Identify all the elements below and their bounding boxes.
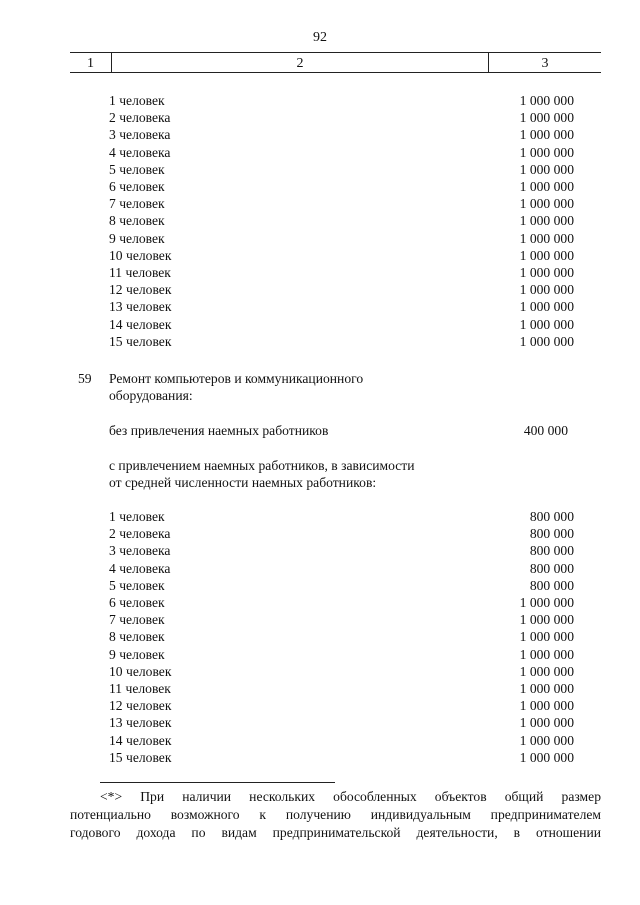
row-value: 1 000 000 <box>519 161 574 177</box>
table-row <box>0 264 640 281</box>
table-row <box>0 144 640 161</box>
row-value: 1 000 000 <box>519 196 574 212</box>
row-value: 1 000 000 <box>519 698 574 714</box>
table-row <box>0 594 640 611</box>
table-row <box>0 680 640 697</box>
table-row <box>0 92 640 109</box>
table-row <box>0 195 640 212</box>
row-value: 1 000 000 <box>519 663 574 679</box>
row-value: 1 000 000 <box>519 213 574 229</box>
row-label: 14 человек <box>109 316 172 332</box>
row-label: 15 человек <box>109 749 172 765</box>
section-title-line2: оборудования: <box>109 388 193 403</box>
row-label: 9 человек <box>109 646 165 662</box>
hired-desc-line2: от средней численности наемных работников: <box>109 475 377 490</box>
row-value: 1 000 000 <box>519 93 574 108</box>
row-label: 6 человек <box>109 179 165 194</box>
row-label: 5 человек <box>109 577 165 593</box>
table-row <box>0 525 640 542</box>
table-row <box>0 178 640 195</box>
row-value: 1 000 000 <box>519 646 574 662</box>
table-row <box>0 560 640 577</box>
table-row <box>0 316 640 333</box>
row-label: 7 человек <box>109 196 165 212</box>
row-value: 1 000 000 <box>519 110 574 126</box>
row-label: 13 человек <box>109 715 172 731</box>
row-label: 4 человека <box>109 560 171 576</box>
row-value: 800 000 <box>529 509 574 524</box>
footnote-line1: <*> При наличии нескольких обособленных объектов общий размер <box>100 789 601 804</box>
row-label: 8 человек <box>109 213 165 229</box>
row-value: 1 000 000 <box>519 230 574 246</box>
row-label: 14 человек <box>109 732 172 748</box>
row-label: 11 человек <box>109 681 171 696</box>
footnote-line3: годового дохода по видам предпринимательской деятельности, в отношении <box>70 825 601 840</box>
section-number: 59 <box>78 371 92 386</box>
row-label: 7 человек <box>109 612 165 628</box>
row-label: 3 человека <box>109 543 171 559</box>
row-value: 1 000 000 <box>519 681 574 696</box>
row-value: 1 000 000 <box>519 247 574 263</box>
section-title-line1: Ремонт компьютеров и коммуникационного <box>109 371 364 386</box>
row-value: 1 000 000 <box>519 629 574 645</box>
table-row <box>0 230 640 247</box>
row-value: 1 000 000 <box>519 316 574 332</box>
row-value: 1 000 000 <box>519 127 574 143</box>
row-value: 1 000 000 <box>519 265 574 280</box>
row-value: 1 000 000 <box>519 732 574 748</box>
footnote <box>70 788 601 842</box>
no-hired-value: 400 000 <box>523 423 568 438</box>
row-label: 5 человек <box>109 161 165 177</box>
table-row <box>0 577 640 594</box>
table-row <box>0 281 640 298</box>
page-number: 92 <box>313 30 327 45</box>
row-label: 2 человека <box>109 110 171 126</box>
row-value: 800 000 <box>529 577 574 593</box>
row-value: 1 000 000 <box>519 282 574 298</box>
column-header-1: 1 <box>70 53 112 72</box>
row-value: 1 000 000 <box>519 333 574 349</box>
row-value: 1 000 000 <box>519 715 574 731</box>
row-label: 11 человек <box>109 265 171 280</box>
table-row <box>0 646 640 663</box>
table-row <box>0 542 640 559</box>
row-label: 10 человек <box>109 247 172 263</box>
row-label: 8 человек <box>109 629 165 645</box>
no-hired-label: без привлечения наемных работников <box>109 423 329 438</box>
table-row <box>0 663 640 680</box>
table-row <box>0 247 640 264</box>
footnote-line2: потенциально возможного к получению индивидуальным предпринимателем <box>70 807 601 822</box>
column-header-2: 2 <box>112 53 489 72</box>
row-label: 1 человек <box>109 509 165 524</box>
table-row <box>0 749 640 766</box>
row-value: 1 000 000 <box>519 299 574 315</box>
table-row <box>0 161 640 178</box>
table-row <box>0 298 640 315</box>
row-label: 10 человек <box>109 663 172 679</box>
row-label: 4 человека <box>109 144 171 160</box>
row-label: 9 человек <box>109 230 165 246</box>
row-label: 3 человека <box>109 127 171 143</box>
table-row <box>0 611 640 628</box>
footnote-divider <box>100 782 335 783</box>
row-label: 12 человек <box>109 698 172 714</box>
table-row <box>0 714 640 731</box>
row-label: 13 человек <box>109 299 172 315</box>
row-label: 6 человек <box>109 595 165 610</box>
row-value: 1 000 000 <box>519 144 574 160</box>
row-value: 800 000 <box>529 543 574 559</box>
row-label: 12 человек <box>109 282 172 298</box>
column-header-3: 3 <box>541 56 549 71</box>
row-value: 1 000 000 <box>519 595 574 610</box>
table-row <box>0 333 640 350</box>
row-label: 1 человек <box>109 93 165 108</box>
hired-desc-line1: с привлечением наемных работников, в зависимости <box>109 458 415 473</box>
row-value: 1 000 000 <box>519 749 574 765</box>
row-label: 15 человек <box>109 333 172 349</box>
table-row <box>0 212 640 229</box>
row-value: 1 000 000 <box>519 612 574 628</box>
table-row <box>0 628 640 645</box>
table-row <box>0 126 640 143</box>
table-row <box>0 508 640 525</box>
table-row <box>0 732 640 749</box>
table-row <box>0 109 640 126</box>
row-label: 2 человека <box>109 526 171 542</box>
row-value: 1 000 000 <box>519 179 574 194</box>
row-value: 800 000 <box>529 560 574 576</box>
column-header-table <box>70 52 601 73</box>
table-row <box>0 697 640 714</box>
row-value: 800 000 <box>529 526 574 542</box>
